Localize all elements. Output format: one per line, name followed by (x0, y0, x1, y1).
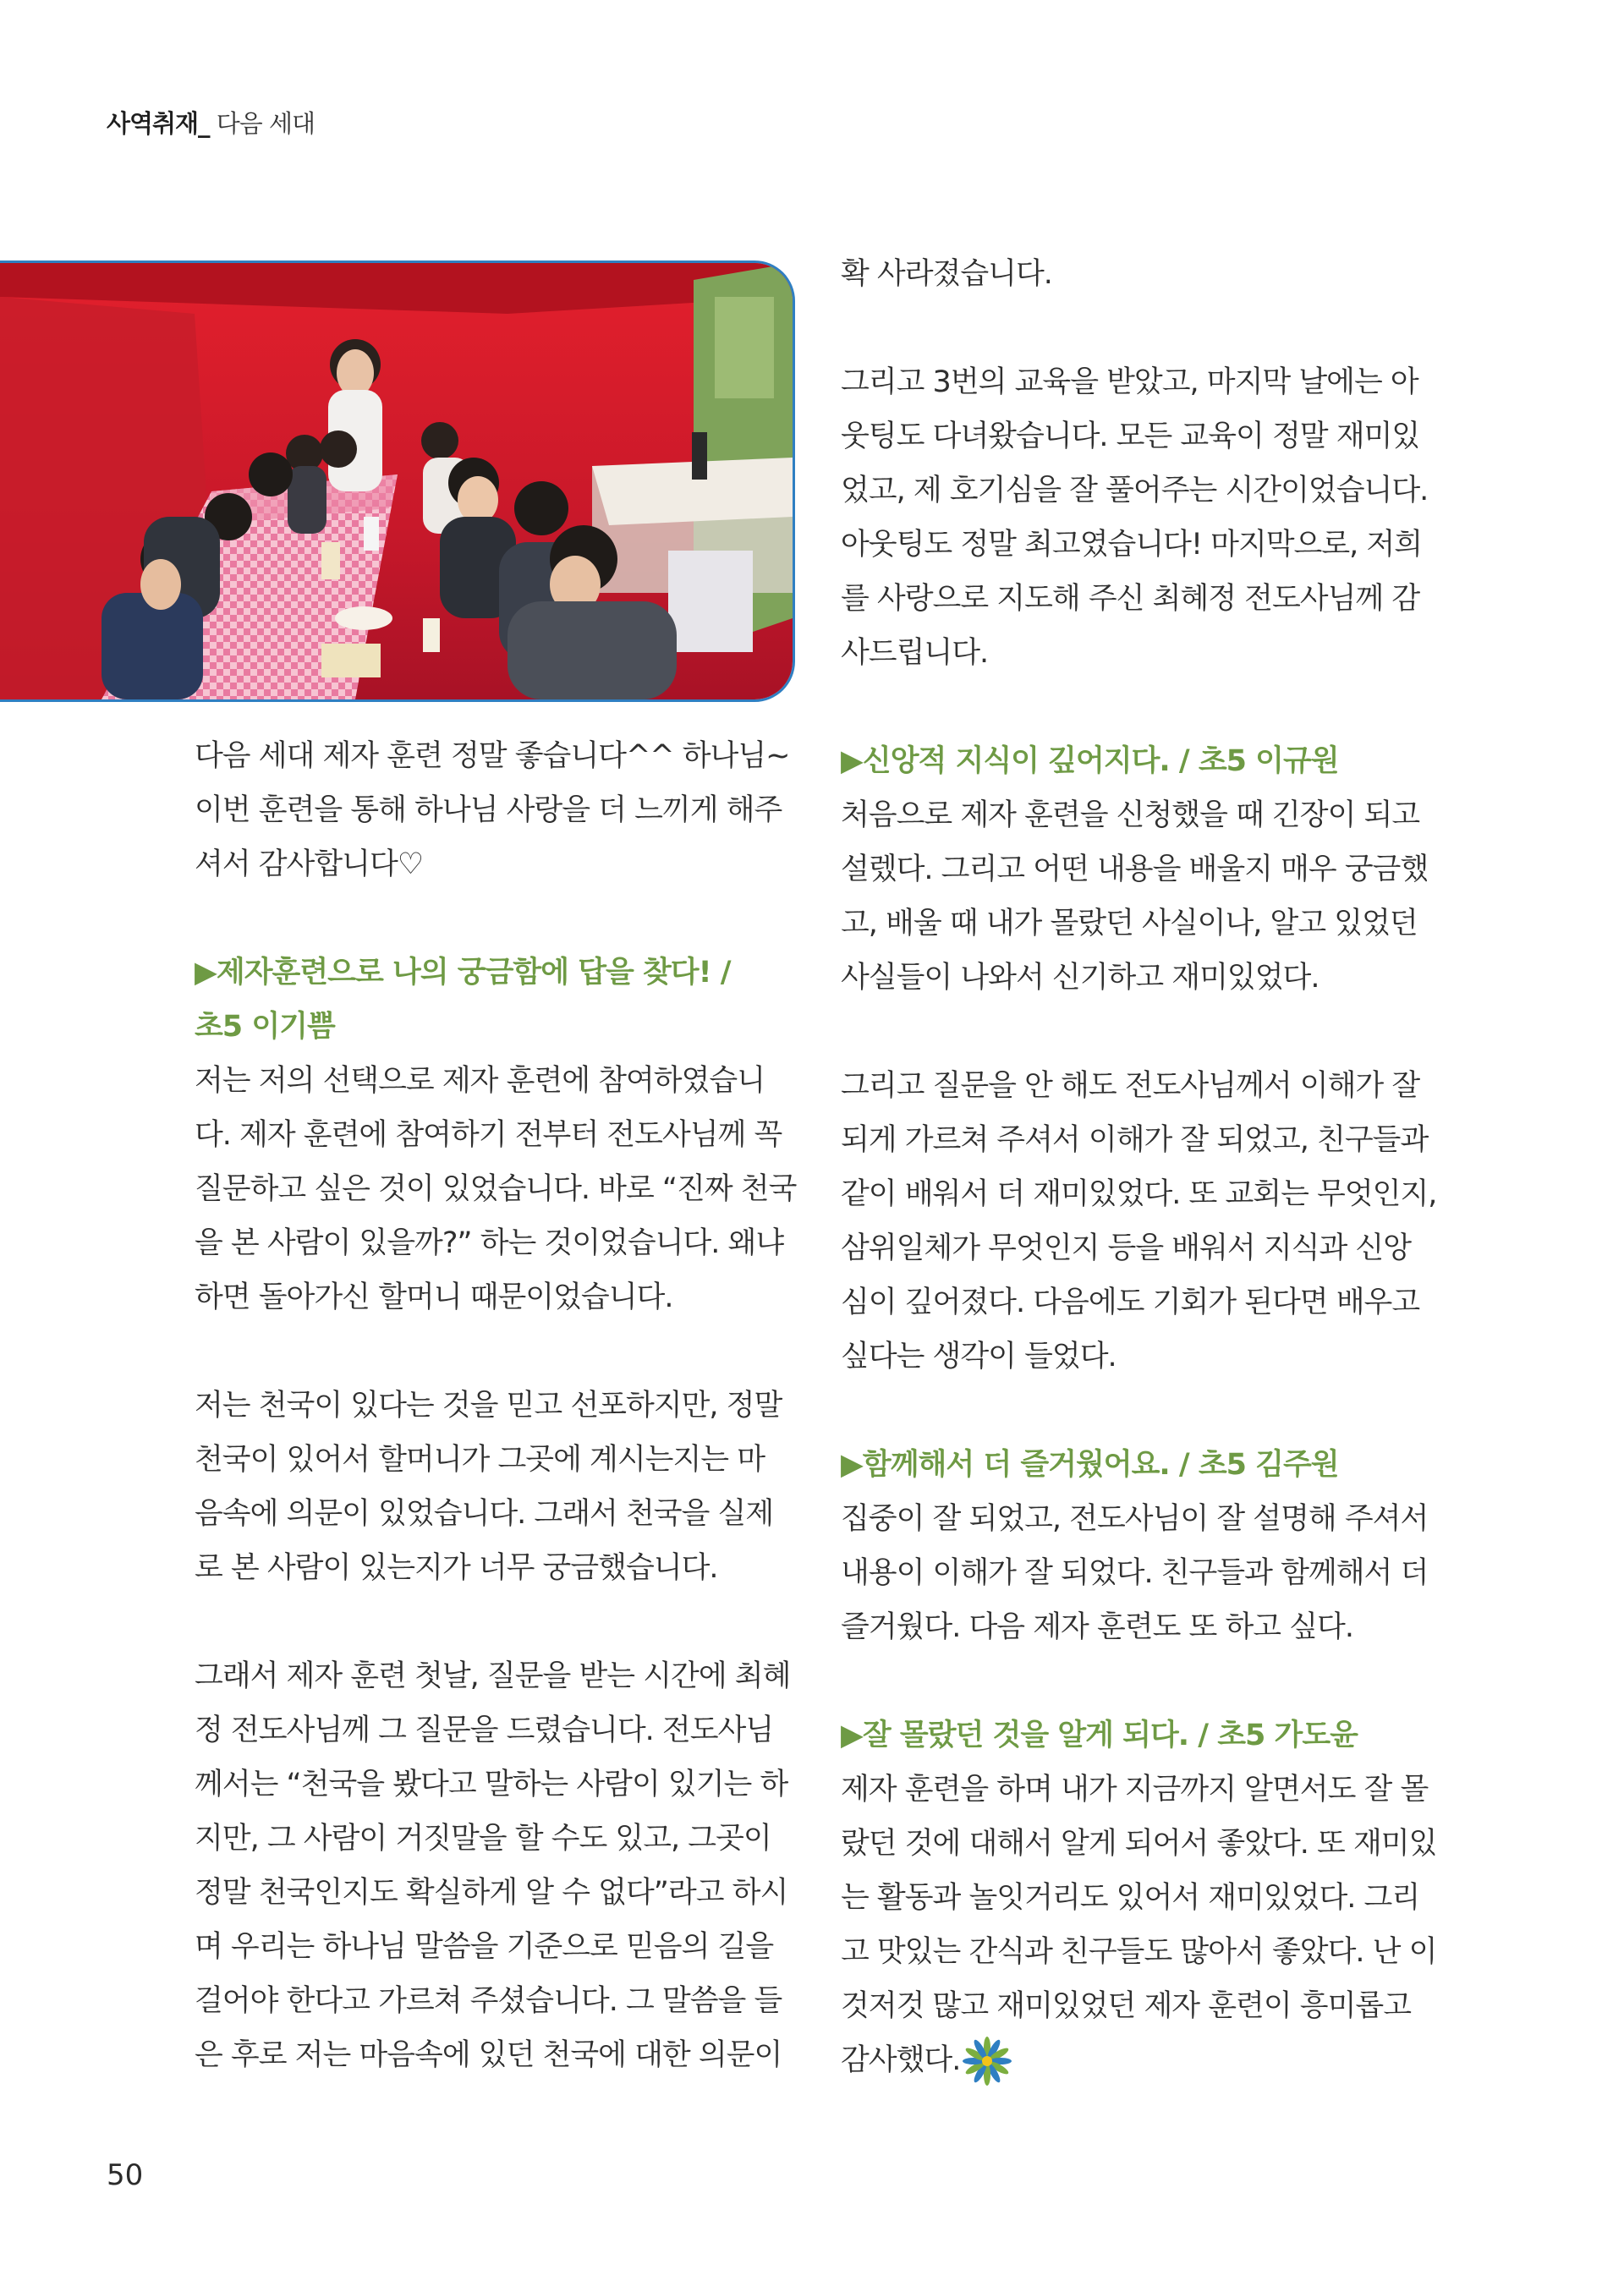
body-line (841, 1059, 1450, 1113)
line-text: ▶신앙적 지식이 깊어지다. / 초5 이규원 (841, 744, 1339, 778)
body-line (195, 1108, 795, 1162)
event-photo (0, 260, 795, 702)
body-line (841, 1492, 1450, 1546)
line-text: 고 맛있는 간식과 친구들도 많아서 좋았다. 난 이 (841, 1935, 1437, 1969)
line-text: 랐던 것에 대해서 알게 되어서 좋았다. 또 재미있 (841, 1827, 1437, 1861)
line-text: 셔서 감사합니다♡ (195, 847, 424, 881)
body-line (841, 788, 1450, 842)
line-text: 고, 배울 때 내가 몰랐던 사실이나, 알고 있었던 (841, 907, 1418, 940)
left-column (195, 729, 795, 2082)
body-line (195, 1054, 795, 1108)
section-label: 사역취재_ (107, 109, 210, 138)
line-text: 다음 세대 제자 훈련 정말 좋습니다^^ 하나님~ (195, 739, 790, 773)
line-text: 처음으로 제자 훈련을 신청했을 때 긴장이 되고 (841, 798, 1420, 832)
line-text: 정말 천국인지도 확실하게 알 수 없다”라고 하시 (195, 1876, 788, 1910)
line-text: 하면 돌아가신 할머니 때문이었습니다. (195, 1280, 673, 1314)
line-text: 지만, 그 사람이 거짓말을 할 수도 있고, 그곳이 (195, 1822, 771, 1856)
line-text: 음속에 의문이 있었습니다. 그래서 천국을 실제 (195, 1497, 774, 1531)
body-line (195, 1541, 795, 1595)
line-text: 설렜다. 그리고 어떤 내용을 배울지 매우 궁금했 (841, 853, 1429, 886)
line-text: 되게 가르쳐 주셔서 이해가 잘 되었고, 친구들과 (841, 1123, 1429, 1157)
testimony-heading (195, 946, 795, 1000)
line-text: 초5 이기쁨 (195, 1010, 335, 1044)
body-line (195, 1433, 795, 1487)
line-text: 확 사라졌습니다. (841, 257, 1052, 291)
body-line (841, 897, 1450, 951)
line-text: 며 우리는 하나님 말씀을 기준으로 믿음의 길을 (195, 1930, 774, 1964)
body-line (195, 2028, 795, 2082)
line-text: 께서는 “천국을 봤다고 말하는 사람이 있기는 하 (195, 1768, 788, 1801)
body-line (195, 1649, 795, 1703)
line-text: 웃팅도 다녀왔습니다. 모든 교육이 정말 재미있 (841, 419, 1420, 453)
paragraph-gap (195, 891, 795, 946)
body-line (841, 626, 1450, 680)
line-text: 를 사랑으로 지도해 주신 최혜정 전도사님께 감 (841, 582, 1420, 616)
body-line (841, 518, 1450, 572)
body-line (195, 1974, 795, 2028)
section-header (107, 105, 315, 140)
paragraph-gap (841, 1654, 1450, 1708)
line-text: 즐거웠다. 다음 제자 훈련도 또 하고 싶다. (841, 1610, 1353, 1644)
paragraph-gap (841, 1384, 1450, 1438)
line-text: 사드립니다. (841, 636, 989, 670)
line-text: 것저것 많고 재미있었던 제자 훈련이 흥미롭고 (841, 1989, 1412, 2023)
body-line (195, 1270, 795, 1324)
body-line (195, 1487, 795, 1541)
line-text: 삼위일체가 무엇인지 등을 배워서 지식과 신앙 (841, 1231, 1412, 1265)
right-column (841, 247, 1450, 2087)
body-line (841, 1925, 1450, 1979)
paragraph-gap (841, 1005, 1450, 1059)
paragraph-gap (195, 1595, 795, 1649)
line-text: 다. 제자 훈련에 참여하기 전부터 전도사님께 꼭 (195, 1118, 782, 1152)
body-line (841, 1817, 1450, 1871)
body-line (841, 951, 1450, 1005)
body-line (841, 409, 1450, 463)
line-text: ▶제자훈련으로 나의 궁금함에 답을 찾다! / (195, 956, 731, 990)
line-text: 저는 천국이 있다는 것을 믿고 선포하지만, 정말 (195, 1389, 782, 1423)
body-line (841, 1330, 1450, 1384)
line-text: 내용이 이해가 잘 되었다. 친구들과 함께해서 더 (841, 1556, 1429, 1590)
line-text: 그리고 질문을 안 해도 전도사님께서 이해가 잘 (841, 1069, 1420, 1103)
body-line (195, 837, 795, 891)
line-text: 걸어야 한다고 가르쳐 주셨습니다. 그 말씀을 들 (195, 1984, 782, 2018)
line-text: 집중이 잘 되었고, 전도사님이 잘 설명해 주셔서 (841, 1502, 1429, 1536)
line-text: 는 활동과 놀잇거리도 있어서 재미있었다. 그리 (841, 1881, 1420, 1915)
line-text: 싶다는 생각이 들었다. (841, 1340, 1116, 1374)
line-text: 천국이 있어서 할머니가 그곳에 계시는지는 마 (195, 1443, 765, 1477)
body-line (195, 1162, 795, 1216)
body-line (195, 1379, 795, 1433)
line-text: 을 본 사람이 있을까?” 하는 것이었습니다. 왜냐 (195, 1226, 784, 1260)
line-text: 심이 깊어졌다. 다음에도 기회가 된다면 배우고 (841, 1286, 1420, 1319)
line-text: 질문하고 싶은 것이 있었습니다. 바로 “진짜 천국 (195, 1172, 797, 1206)
testimony-heading (195, 1000, 795, 1054)
body-line (195, 1216, 795, 1270)
body-line (841, 463, 1450, 518)
line-text: 로 본 사람이 있는지가 너무 궁금했습니다. (195, 1551, 718, 1585)
body-line (841, 1763, 1450, 1817)
body-line (841, 1546, 1450, 1600)
line-text: 은 후로 저는 마음속에 있던 천국에 대한 의문이 (195, 2038, 782, 2072)
line-text: ▶함께해서 더 즐거웠어요. / 초5 김주원 (841, 1448, 1339, 1482)
line-text: 었고, 제 호기심을 잘 풀어주는 시간이었습니다. (841, 474, 1429, 507)
body-line (195, 1866, 795, 1920)
paragraph-gap (195, 1324, 795, 1379)
testimony-heading (841, 1708, 1450, 1763)
body-line (195, 1703, 795, 1757)
line-text: 감사했다. (841, 2043, 961, 2077)
line-text: 그래서 제자 훈련 첫날, 질문을 받는 시간에 최혜 (195, 1659, 791, 1693)
body-line (841, 1275, 1450, 1330)
body-line (841, 247, 1450, 301)
line-text: 같이 배워서 더 재미있었다. 또 교회는 무엇인지, (841, 1177, 1437, 1211)
line-text: 제자 훈련을 하며 내가 지금까지 알면서도 잘 몰 (841, 1773, 1429, 1807)
body-line (195, 1812, 795, 1866)
body-line (841, 355, 1450, 409)
section-topic: 다음 세대 (216, 109, 315, 138)
flower-end-mark-icon (962, 2036, 1012, 2086)
line-text: ▶잘 몰랐던 것을 알게 되다. / 초5 가도윤 (841, 1719, 1358, 1752)
body-line (841, 1113, 1450, 1167)
body-line (841, 1871, 1450, 1925)
line-text: 아웃팅도 정말 최고였습니다! 마지막으로, 저희 (841, 528, 1423, 562)
page-number: 50 (107, 2158, 144, 2192)
paragraph-gap (841, 680, 1450, 734)
body-line (841, 1979, 1450, 2033)
body-line (841, 1221, 1450, 1275)
body-line (841, 572, 1450, 626)
body-line (841, 1600, 1450, 1654)
body-line (841, 842, 1450, 897)
body-line (195, 783, 795, 837)
body-line (195, 1920, 795, 1974)
line-text: 정 전도사님께 그 질문을 드렸습니다. 전도사님 (195, 1714, 774, 1747)
testimony-heading (841, 1438, 1450, 1492)
testimony-heading (841, 734, 1450, 788)
body-line (195, 729, 795, 783)
paragraph-gap (841, 301, 1450, 355)
line-text: 이번 훈련을 통해 하나님 사랑을 더 느끼게 해주 (195, 793, 782, 827)
body-line (841, 2033, 1450, 2087)
line-text: 저는 저의 선택으로 제자 훈련에 참여하였습니 (195, 1064, 765, 1098)
body-line (841, 1167, 1450, 1221)
line-text: 사실들이 나와서 신기하고 재미있었다. (841, 961, 1320, 995)
body-line (195, 1757, 795, 1812)
line-text: 그리고 3번의 교육을 받았고, 마지막 날에는 아 (841, 365, 1418, 399)
